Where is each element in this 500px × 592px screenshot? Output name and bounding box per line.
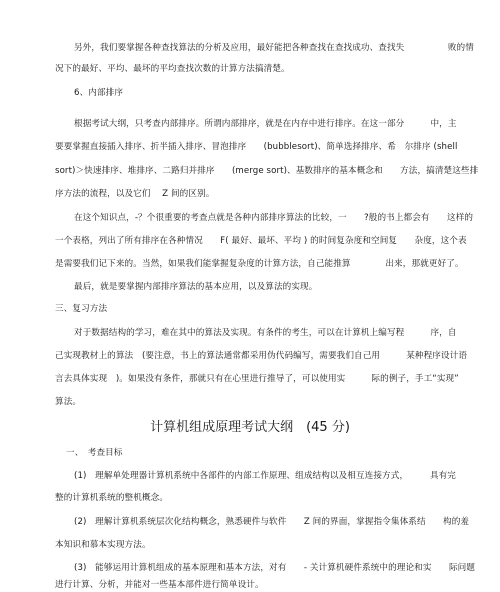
paragraph-line: 算法。 <box>55 397 82 407</box>
section-heading: 三、复习方法 <box>55 304 108 314</box>
paragraph-line: 言去具体实现 )。如果没有条件，那就只有在心里进行推导了，可以使用实 际的例子，手工“实现” <box>55 374 459 384</box>
paragraph-line: (1) 理解单处理器计算机系统中各部件的内部工作原理、组成结构以及相互连接方式， 具有完 <box>74 471 457 481</box>
paragraph-line: 本知识和慕本实现方法。 <box>55 540 151 550</box>
paragraph-line: (3) 能够运用计算机组成的基本原理和基本方法，对有 - 关计算机硬件系统中的理论和实 际问题 <box>74 563 476 573</box>
paragraph-line: 在这个知识点，-？个很重要的考查点就是各种内部排序算法的比较，一 ?般的书上都会有 这样的 <box>74 213 474 223</box>
page-title: 计算机组成原理考试大纲 (45 分) <box>150 420 350 435</box>
paragraph-line: 根据考试大纲，只考查内部排序。所谓内部排序，就是在内存中进行排序。在这一部分 中，主 <box>74 119 457 129</box>
paragraph-line: 序方法的流程，以及它们 Z 间的区别。 <box>55 189 215 199</box>
paragraph-line: 另外，我们要掌握各种查找算法的分析及应用，最好能把各种查找在查找成功、查找失 败的情 <box>74 43 474 53</box>
paragraph-line: 对于数据结构的学习，难在其中的算法及实现。有条件的考生，可以在计算机上编写程 序，自 <box>74 328 457 338</box>
paragraph-line: 整的计算机系统的整机概念。 <box>55 493 169 503</box>
paragraph-line: 进行计算、分析，并能对一些基本部件进行简单设计。 <box>55 580 264 590</box>
paragraph-line: 况下的最好、平均、最坏的平均查找次数的计算方法搞清楚。 <box>55 64 290 74</box>
paragraph-line: (2) 理解计算机系统层次化结构概念，熟悉硬件与软件 Z 间的界面，掌握指令集体系结 构的羞 <box>74 517 470 527</box>
paragraph-line: 是需要我们记下来的。当然，如果我们能掌握复杂度的计算方法，自己能推算 出来，那就更好了。 <box>55 259 464 269</box>
paragraph-line: 一个表格，列出了所有排序在各种情况 F( 最好、最坏、平均 ) 的时间复杂度和空间复 杂度，这个表 <box>55 236 467 246</box>
paragraph-line: sort)＞快速排序、堆排序、二路归并排序 (merge sort)、基数排序的基本概念和 方法，搞清楚这些排 <box>55 166 479 176</box>
section-heading: 6、内部排序 <box>74 88 124 98</box>
paragraph-line: 己实现教材上的算法 (要注意，书上的算法通常都采用伪代码编写，需要我们自己用 某种程序设计语 <box>55 351 468 361</box>
section-heading: 一、 考查目标 <box>66 448 123 458</box>
paragraph-line: 要要掌握直接插入排序、折半插入排序、冒泡排序 (bubblesort)、简单选择排序、希 尔排序 (shell <box>55 142 458 152</box>
paragraph-line: 最后，就是要掌握内部排序算法的基本应用，以及算法的实现。 <box>74 282 318 292</box>
